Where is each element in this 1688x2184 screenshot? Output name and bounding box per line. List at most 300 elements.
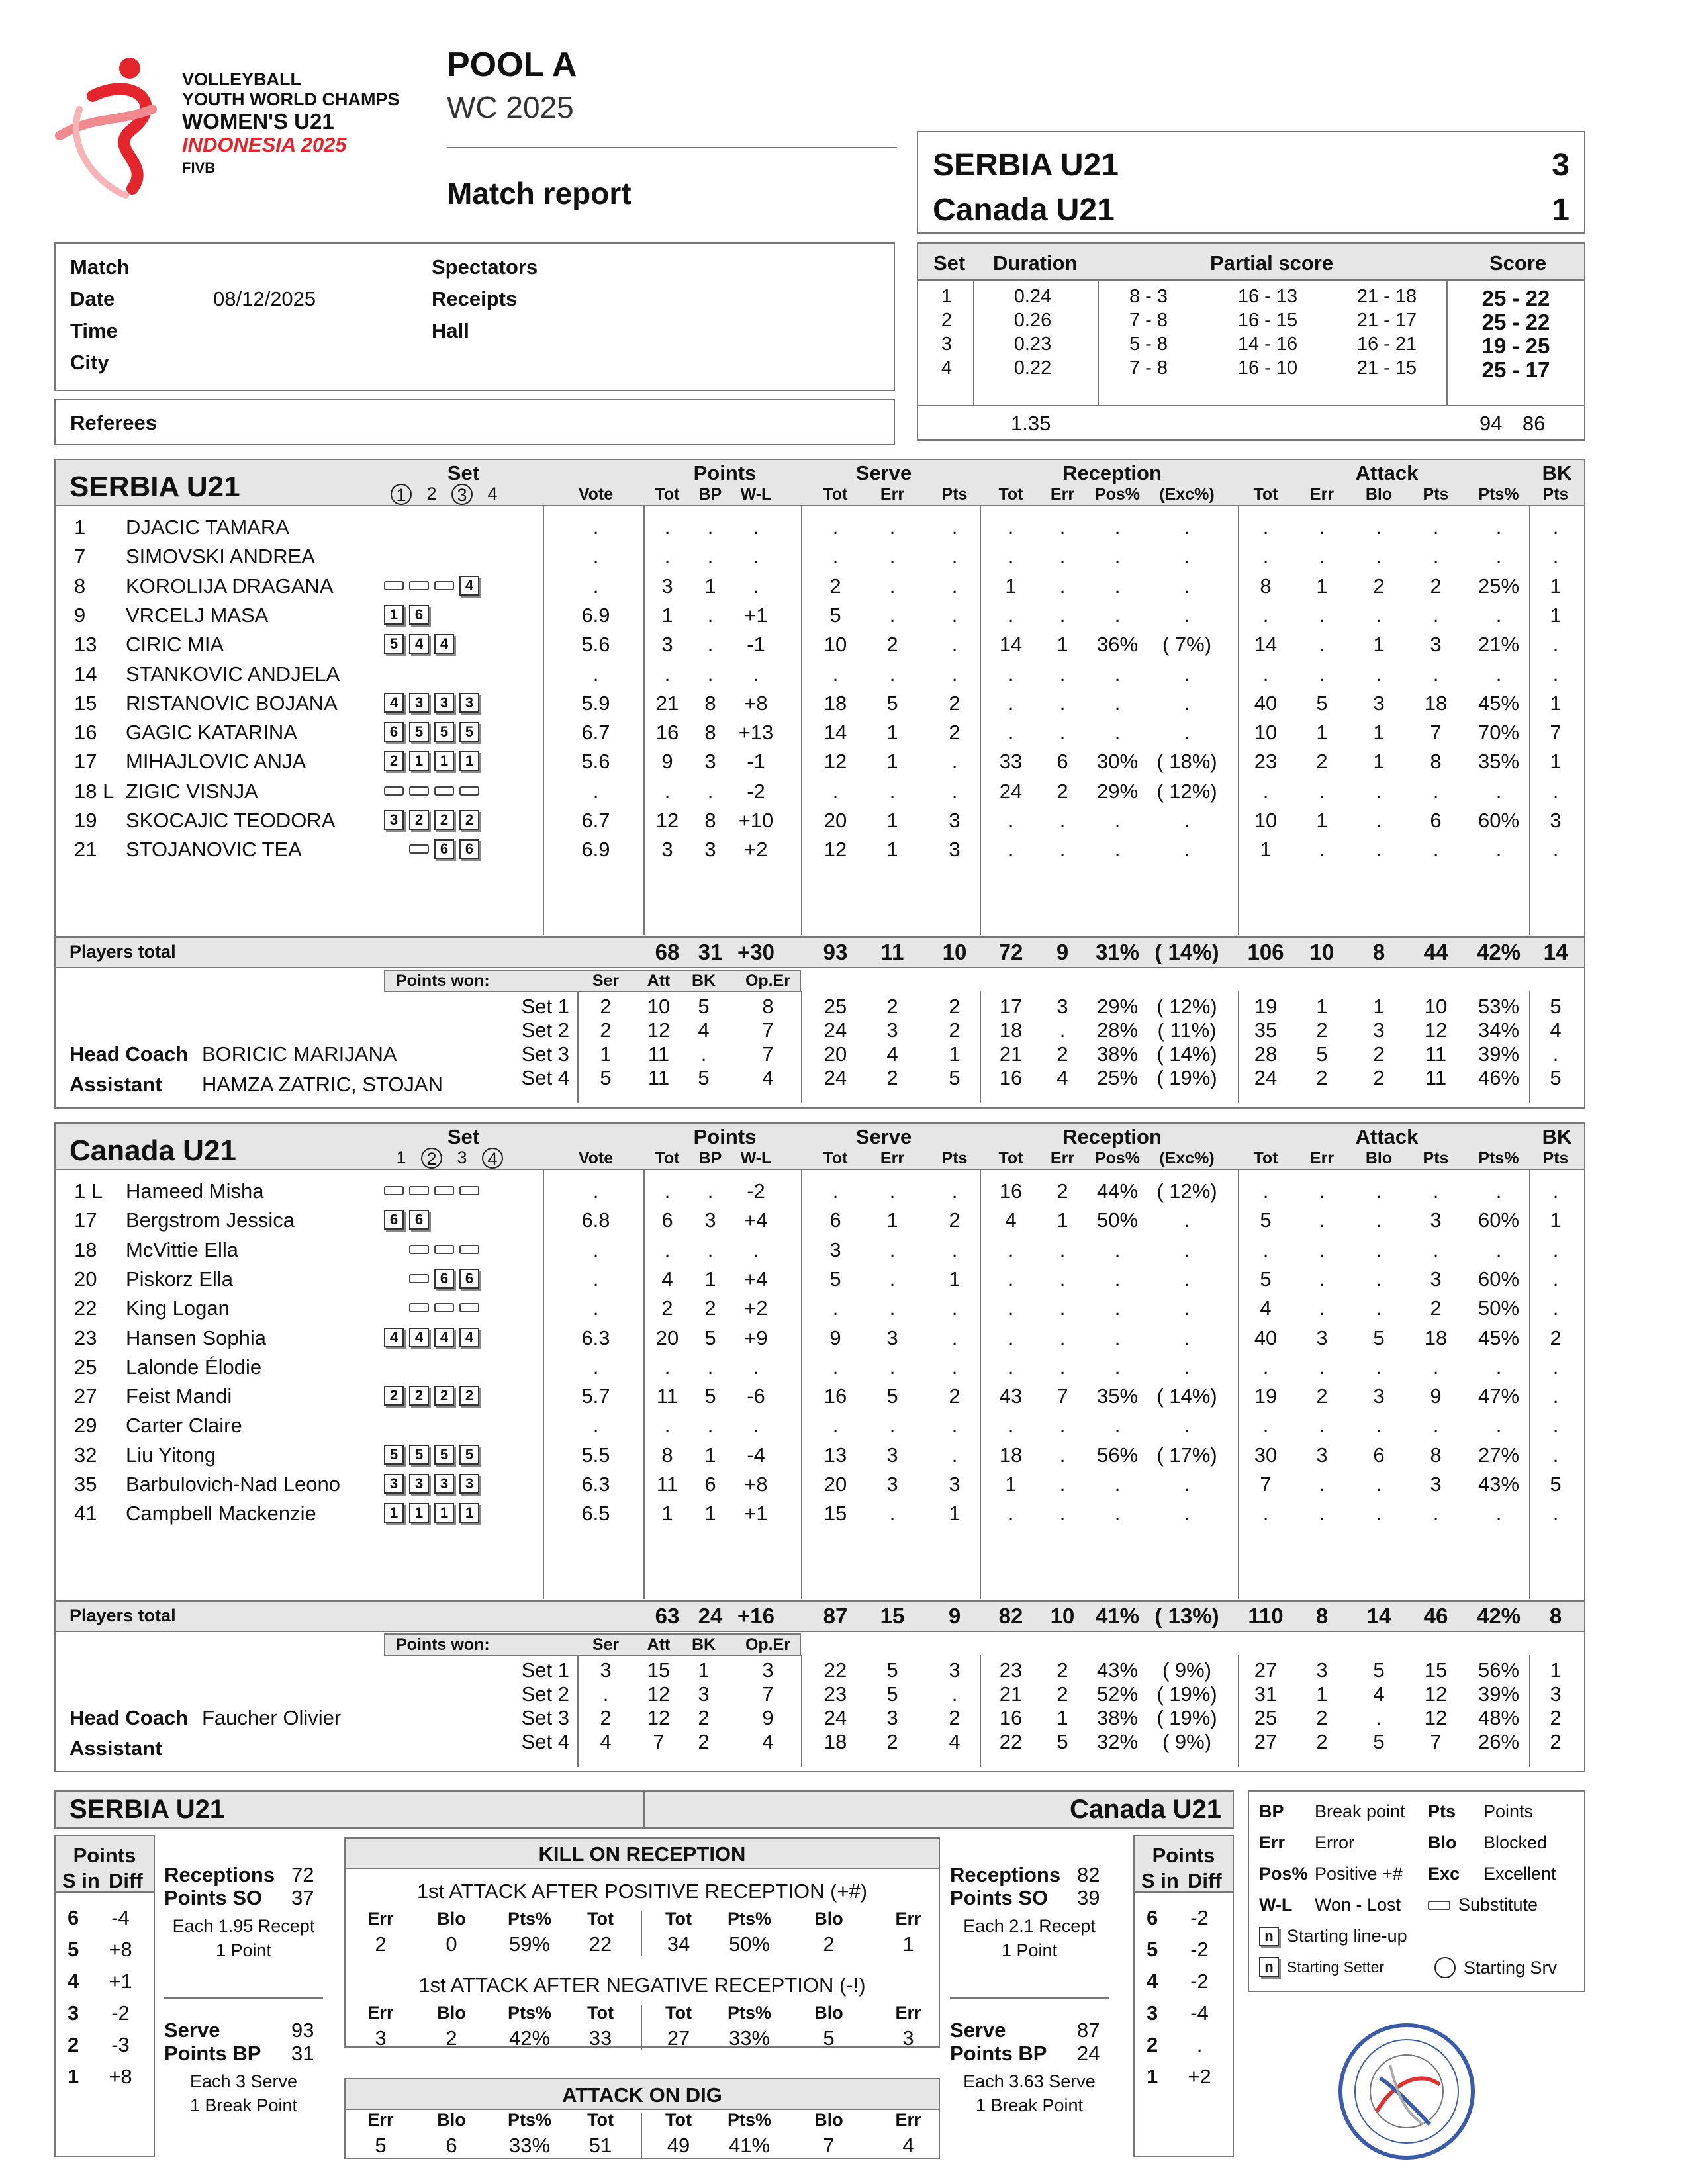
player-name: King Logan	[126, 1297, 230, 1320]
per-set-points-won: 5	[698, 995, 710, 1018]
total-stat: 14	[1366, 1604, 1391, 1628]
legend-item	[1434, 1957, 1557, 1978]
player-stat: .	[1262, 662, 1269, 686]
lineup-empty	[459, 517, 479, 537]
lineup-empty	[459, 1415, 479, 1435]
legend-key: Err	[1259, 1833, 1286, 1852]
player-stat: 3	[886, 1473, 898, 1496]
legend-value: Starting line-up	[1287, 1926, 1407, 1946]
player-vote: 6.7	[581, 721, 610, 745]
player-number: 17	[74, 1208, 97, 1232]
legend-key: Blo	[1428, 1833, 1457, 1852]
city-label: City	[70, 351, 109, 374]
col-header-blo: Blo	[1365, 485, 1393, 504]
player-stat: .	[1495, 1502, 1502, 1525]
attack-on-dig-value-left: 33%	[508, 2134, 551, 2157]
per-set-stat: 48%	[1477, 1706, 1520, 1729]
lineup-empty	[434, 1210, 454, 1230]
total-stat: 68	[655, 940, 680, 964]
rotation-setter: 3	[1147, 2001, 1158, 2025]
per-set-stat: 43%	[1096, 1659, 1139, 1682]
player-vote: .	[592, 1414, 599, 1437]
player-stat: 1	[1373, 750, 1385, 774]
total-stat: 106	[1247, 940, 1284, 964]
player-stat: .	[1432, 1502, 1439, 1525]
lineup-boxes	[384, 1357, 479, 1377]
player-stat: 1	[1005, 1473, 1017, 1496]
positive-reception-title: 1st ATTACK AFTER POSITIVE RECEPTION (+#)	[416, 1880, 868, 1903]
lineup-boxes	[384, 693, 479, 713]
lineup-empty	[459, 1357, 479, 1377]
player-stat: +2	[744, 838, 768, 862]
per-set-label: Set 1	[521, 995, 569, 1018]
player-stat: .	[951, 750, 958, 774]
player-stat: 1	[704, 1267, 716, 1291]
lineup-empty	[459, 605, 479, 625]
starting-position: 1	[459, 751, 479, 771]
col-header-tot: Tot	[1253, 485, 1278, 504]
player-stat: .	[1059, 516, 1066, 539]
total-stat: 42%	[1476, 1604, 1521, 1628]
spectators-label: Spectators	[432, 255, 538, 279]
player-name: Piskorz Ella	[126, 1267, 233, 1291]
per-set-stat: 1	[1373, 995, 1385, 1018]
rotation-diff: +8	[109, 2065, 132, 2088]
starting-position: 6	[409, 605, 429, 625]
player-stat: .	[1319, 1414, 1325, 1437]
player-stat: 29%	[1096, 779, 1139, 803]
lineup-boxes	[384, 1415, 479, 1435]
player-stat: .	[1552, 662, 1559, 686]
col-header-pts: Pts	[1423, 485, 1449, 504]
col-header-pos: Pos%	[1094, 1149, 1141, 1167]
per-set-stat: ( 11%)	[1157, 1019, 1217, 1042]
player-stat: .	[1376, 603, 1382, 627]
starting-position: 4	[409, 1328, 429, 1347]
substitute-icon	[459, 1245, 479, 1254]
starting-position: 4	[434, 1328, 454, 1347]
player-stat: .	[1432, 1414, 1439, 1437]
player-number: 1	[74, 516, 86, 539]
player-stat: .	[664, 779, 671, 803]
result-score-b: 1	[1552, 193, 1570, 228]
rotation-setter: 1	[68, 2065, 79, 2088]
per-set-stat: 5	[1373, 1730, 1385, 1753]
total-duration: 1.35	[1011, 412, 1051, 435]
player-stat: 7	[1430, 721, 1442, 745]
player-name: MIHAJLOVIC ANJA	[126, 750, 306, 774]
one-break-point-text: 1 Break Point	[189, 2095, 298, 2115]
per-set-label: Set 2	[521, 1682, 569, 1706]
total-stat: 10	[942, 940, 967, 964]
player-stat: 1	[1550, 1208, 1562, 1232]
player-stat: .	[832, 545, 839, 569]
points-won-operr: Op.Er	[745, 1635, 791, 1654]
player-stat: 45%	[1477, 1326, 1520, 1349]
player-stat: .	[1432, 1238, 1439, 1261]
player-stat: 3	[1373, 1385, 1385, 1408]
starting-position: 3	[434, 1474, 454, 1494]
points-won-ser: Ser	[592, 972, 620, 990]
set-mark: 1	[396, 1148, 406, 1167]
player-stat: .	[951, 1297, 958, 1320]
player-stat: .	[1319, 545, 1325, 569]
player-stat: 6	[1430, 809, 1442, 832]
player-stat: .	[1432, 545, 1439, 569]
player-stat: .	[753, 545, 759, 569]
legend-box	[1248, 1790, 1585, 1992]
starting-position: 6	[459, 839, 479, 859]
player-number: 32	[74, 1443, 97, 1467]
player-stat: .	[1552, 1502, 1559, 1525]
per-set-stat: 3	[886, 1019, 898, 1042]
player-stat: 6	[1373, 1443, 1385, 1467]
per-set-stat: 26%	[1477, 1730, 1520, 1753]
total-stat: 8	[1549, 1604, 1562, 1628]
player-number: 20	[74, 1267, 97, 1291]
player-number: 7	[74, 545, 86, 569]
player-stat: .	[951, 779, 958, 803]
player-stat: +8	[744, 1473, 768, 1496]
result-team-a: SERBIA U21	[933, 148, 1119, 183]
positive-reception-header-left: Err	[367, 1909, 394, 1929]
player-stat: 3	[1550, 809, 1562, 832]
player-stat: .	[1376, 809, 1382, 832]
player-name: DJACIC TAMARA	[126, 516, 289, 539]
starting-position: 1	[409, 751, 429, 771]
col-header-tot: Tot	[1253, 1149, 1278, 1167]
receptions-label: Receptions	[950, 1863, 1061, 1886]
player-stat: 8	[704, 691, 716, 715]
starting-position: 2	[459, 1386, 479, 1406]
player-stat: .	[1552, 1355, 1559, 1379]
player-stat: 2	[949, 1208, 961, 1232]
rotation-diff: +8	[109, 1938, 132, 1961]
player-stat: .	[1184, 838, 1190, 862]
player-vote: 6.3	[581, 1473, 610, 1496]
set-row-p3: 16 - 21	[1356, 334, 1417, 355]
player-vote: .	[592, 574, 599, 598]
player-stat: .	[664, 662, 671, 686]
starting-position: 2	[459, 810, 479, 830]
player-stat: .	[1059, 1502, 1066, 1525]
negative-reception-header-left: Tot	[587, 2003, 614, 2023]
player-name: STANKOVIC ANDJELA	[126, 662, 340, 686]
player-stat: .	[1262, 1502, 1269, 1525]
player-stat: .	[1184, 516, 1190, 539]
player-stat: 5	[704, 1385, 716, 1408]
lineup-empty	[409, 546, 429, 566]
set-row-duration: 0.24	[1013, 286, 1052, 307]
per-set-stat: 5	[1373, 1659, 1385, 1682]
per-set-points-won: 12	[647, 1019, 671, 1042]
per-set-stat: ( 12%)	[1156, 995, 1217, 1018]
player-vote: 6.5	[581, 1502, 610, 1525]
player-stat: 13	[823, 1443, 847, 1467]
player-stat: .	[1184, 1414, 1190, 1437]
player-stat: .	[753, 516, 759, 539]
negative-reception-title: 1st ATTACK AFTER NEGATIVE RECEPTION (-!)	[418, 1974, 866, 1997]
per-set-stat: 1	[1316, 1682, 1328, 1706]
player-stat: 2	[1056, 1179, 1068, 1203]
per-set-stat: 18	[823, 1730, 847, 1753]
player-stat: 3	[704, 750, 716, 774]
player-stat: 2	[949, 1385, 961, 1408]
player-stat: .	[1059, 838, 1066, 862]
negative-reception-header-right: Tot	[665, 2003, 692, 2023]
lineup-empty	[434, 605, 454, 625]
per-set-stat: 2	[949, 1019, 961, 1042]
player-stat: .	[1376, 1297, 1382, 1320]
per-set-points-won: 7	[653, 1730, 665, 1753]
player-stat: 1	[886, 838, 898, 862]
player-number: 23	[74, 1326, 97, 1349]
starting-position: 1	[409, 1503, 429, 1523]
per-set-points-won: 10	[647, 995, 671, 1018]
player-stat: 36%	[1096, 633, 1139, 657]
starting-position: 6	[434, 1269, 454, 1289]
starting-position: 6	[409, 1210, 429, 1230]
player-stat: 2	[949, 691, 961, 715]
player-stat: 1	[661, 603, 673, 627]
player-stat: .	[1495, 662, 1502, 686]
starting-position: 1	[434, 751, 454, 771]
match-label: Match	[70, 255, 130, 279]
player-stat: .	[753, 1355, 759, 1379]
per-set-stat: 20	[823, 1042, 847, 1066]
player-stat: 8	[1430, 750, 1442, 774]
player-stat: 5	[704, 1326, 716, 1349]
legend-value: Substitute	[1458, 1895, 1538, 1915]
team-b-diff-label: Diff	[1188, 1869, 1222, 1892]
team-a-sin-label: S in	[62, 1869, 100, 1892]
per-set-label: Set 3	[521, 1706, 569, 1729]
substitute-icon	[409, 1274, 429, 1283]
player-stat: 3	[1316, 1326, 1328, 1349]
player-stat: .	[1552, 1267, 1559, 1291]
attack-on-dig-title: ATTACK ON DIG	[562, 2083, 722, 2107]
legend-item	[1428, 1864, 1556, 1884]
per-set-stat: 23	[999, 1659, 1023, 1682]
player-stat: .	[1262, 779, 1269, 803]
substitute-icon	[434, 1186, 454, 1195]
player-number: 13	[74, 633, 97, 657]
starting-position: 2	[434, 810, 454, 830]
rotation-diff: -2	[1190, 1906, 1209, 1929]
player-stat: .	[1114, 1502, 1121, 1525]
player-stat: .	[889, 545, 896, 569]
per-set-stat: 2	[1056, 1659, 1068, 1682]
col-header-ptsp: Pts%	[1478, 1149, 1519, 1167]
per-set-label: Set 4	[521, 1730, 569, 1753]
lineup-empty	[384, 546, 404, 566]
col-header-ptsp: Pts%	[1478, 485, 1519, 504]
player-stat: 5	[1260, 1267, 1272, 1291]
player-stat: 21	[655, 691, 679, 715]
lineup-empty	[384, 1357, 404, 1377]
player-vote: .	[592, 779, 599, 803]
legend-item	[1259, 1801, 1405, 1822]
positive-reception-value-right: 1	[902, 1933, 914, 1956]
player-stat: .	[1184, 1297, 1190, 1320]
player-stat: 2	[1316, 1385, 1328, 1408]
player-number: 41	[74, 1502, 97, 1525]
total-stat: ( 13%)	[1154, 1604, 1219, 1628]
player-stat: .	[1376, 1267, 1382, 1291]
player-stat: .	[1184, 691, 1190, 715]
attack-on-dig-value-left: 6	[445, 2134, 457, 2157]
player-stat: 1	[1550, 574, 1562, 598]
player-stat: 50%	[1477, 1297, 1520, 1320]
player-stat: +1	[744, 1502, 768, 1525]
per-set-stat: 23	[823, 1682, 847, 1706]
player-stat: .	[1059, 574, 1066, 598]
legend-key: Pts	[1428, 1801, 1456, 1821]
player-name: KOROLIJA DRAGANA	[126, 574, 334, 598]
player-stat: .	[889, 1179, 896, 1203]
set-row-p1: 7 - 8	[1129, 357, 1168, 379]
player-stat: 30	[1254, 1443, 1278, 1467]
player-stat: .	[1184, 1355, 1190, 1379]
starting-position: 4	[384, 1328, 404, 1347]
per-set-stat: 38%	[1096, 1042, 1139, 1066]
attack-on-dig-header-left: Pts%	[507, 2110, 552, 2130]
lineup-boxes	[384, 1298, 479, 1318]
lineup-empty	[434, 1415, 454, 1435]
per-set-points-won: 11	[647, 1042, 670, 1066]
player-stat: .	[1184, 721, 1190, 745]
player-stat: .	[1376, 838, 1382, 862]
player-number: 25	[74, 1355, 97, 1379]
player-vote: .	[592, 1355, 599, 1379]
lineup-boxes	[384, 810, 479, 830]
player-stat: 1	[1056, 1208, 1068, 1232]
player-stat: .	[951, 516, 958, 539]
col-header-pts: Pts	[1423, 1149, 1449, 1167]
points-so-label: Points SO	[164, 1886, 263, 1909]
per-set-points-won: 7	[762, 1682, 774, 1706]
player-stat: .	[1319, 1208, 1325, 1232]
substitute-icon	[459, 1303, 479, 1312]
player-stat: 1	[1550, 691, 1562, 715]
player-stat: .	[889, 603, 896, 627]
negative-reception-header-right: Pts%	[727, 2003, 772, 2023]
substitute-icon	[434, 581, 454, 590]
player-stat: 2	[1056, 779, 1068, 803]
player-stat: 3	[704, 838, 716, 862]
lineup-boxes	[384, 517, 479, 537]
player-stat: .	[1114, 1326, 1121, 1349]
player-stat: 8	[704, 809, 716, 832]
player-stat: .	[832, 662, 839, 686]
set-row-set: 3	[941, 334, 953, 355]
attack-on-dig-header-right: Err	[895, 2110, 921, 2130]
logo-line-2: YOUTH WORLD CHAMPS	[182, 89, 400, 109]
per-set-label: Set 1	[521, 1659, 569, 1682]
player-stat: 60%	[1477, 809, 1520, 832]
player-vote: .	[592, 1267, 599, 1291]
set-row-score: 25 - 17	[1481, 357, 1550, 382]
player-stat: .	[1114, 809, 1121, 832]
player-name: SKOCAJIC TEODORA	[126, 809, 336, 832]
rotation-setter: 2	[68, 2033, 79, 2056]
player-stat: .	[1262, 603, 1269, 627]
substitute-icon	[459, 786, 479, 796]
player-stat: 6	[1056, 750, 1068, 774]
lineup-empty	[434, 1357, 454, 1377]
player-stat: .	[1376, 545, 1382, 569]
player-stat: .	[1059, 1473, 1066, 1496]
points-bp-value: 31	[291, 2042, 314, 2065]
player-stat: 23	[1254, 750, 1278, 774]
player-stat: 2	[886, 633, 898, 657]
total-stat: 41%	[1095, 1604, 1140, 1628]
lineup-empty	[384, 1269, 404, 1289]
starting-position: 6	[434, 839, 454, 859]
player-number: 18	[74, 1238, 97, 1261]
col-header-bp: BP	[698, 1149, 722, 1167]
attack-on-dig-value-right: 41%	[728, 2134, 771, 2157]
lineup-boxes	[384, 1386, 479, 1406]
total-stat: 11	[880, 940, 904, 964]
player-stat: .	[951, 545, 958, 569]
attack-on-dig-header-left: Err	[367, 2110, 394, 2130]
set-row-score: 25 - 22	[1481, 286, 1550, 310]
player-stat: 1	[1260, 838, 1272, 862]
set-row-duration: 0.23	[1013, 334, 1052, 355]
player-stat: .	[889, 1414, 896, 1437]
player-vote: .	[592, 1179, 599, 1203]
player-stat: .	[664, 1238, 671, 1261]
rotation-setter: 4	[68, 1970, 79, 1993]
player-stat: 12	[823, 750, 847, 774]
col-header-err: Err	[1309, 1149, 1335, 1167]
per-set-stat: 22	[823, 1659, 847, 1682]
per-set-points-won: 11	[647, 1066, 670, 1089]
team-name: Canada U21	[70, 1134, 236, 1167]
per-set-points-won: 12	[647, 1706, 671, 1729]
sets-header-set: Set	[933, 251, 966, 275]
player-stat: .	[1495, 1179, 1502, 1203]
per-set-points-won: .	[602, 1682, 609, 1706]
player-stat: 20	[823, 1473, 847, 1496]
one-point-text: 1 Point	[1001, 1940, 1058, 1960]
col-header-tot: Tot	[823, 1149, 848, 1167]
player-stat: 3	[886, 1443, 898, 1467]
set-row-set: 2	[941, 310, 953, 331]
player-stat: 2	[1550, 1326, 1562, 1349]
per-set-points-won: 1	[698, 1659, 710, 1682]
team-name: SERBIA U21	[70, 471, 240, 503]
player-stat: 14	[823, 721, 847, 745]
per-set-stat: 28	[1254, 1042, 1278, 1066]
substitute-icon	[409, 1186, 429, 1195]
starting-server-icon	[1434, 1957, 1456, 1978]
player-stat: .	[1432, 779, 1439, 803]
player-name: Carter Claire	[126, 1414, 242, 1437]
player-stat: .	[889, 516, 896, 539]
player-stat: 3	[949, 1473, 961, 1496]
set-row-set: 1	[941, 286, 953, 307]
group-header-attack: Attack	[1355, 461, 1419, 484]
per-set-stat: 2	[1056, 1682, 1068, 1706]
negative-reception-header-right: Err	[895, 2003, 921, 2023]
player-stat: 5	[829, 1267, 841, 1291]
player-stat: 7	[1056, 1385, 1068, 1408]
receipts-label: Receipts	[432, 287, 518, 310]
per-set-stat: 27	[1254, 1730, 1278, 1753]
negative-reception-value-right: 5	[823, 2026, 835, 2050]
